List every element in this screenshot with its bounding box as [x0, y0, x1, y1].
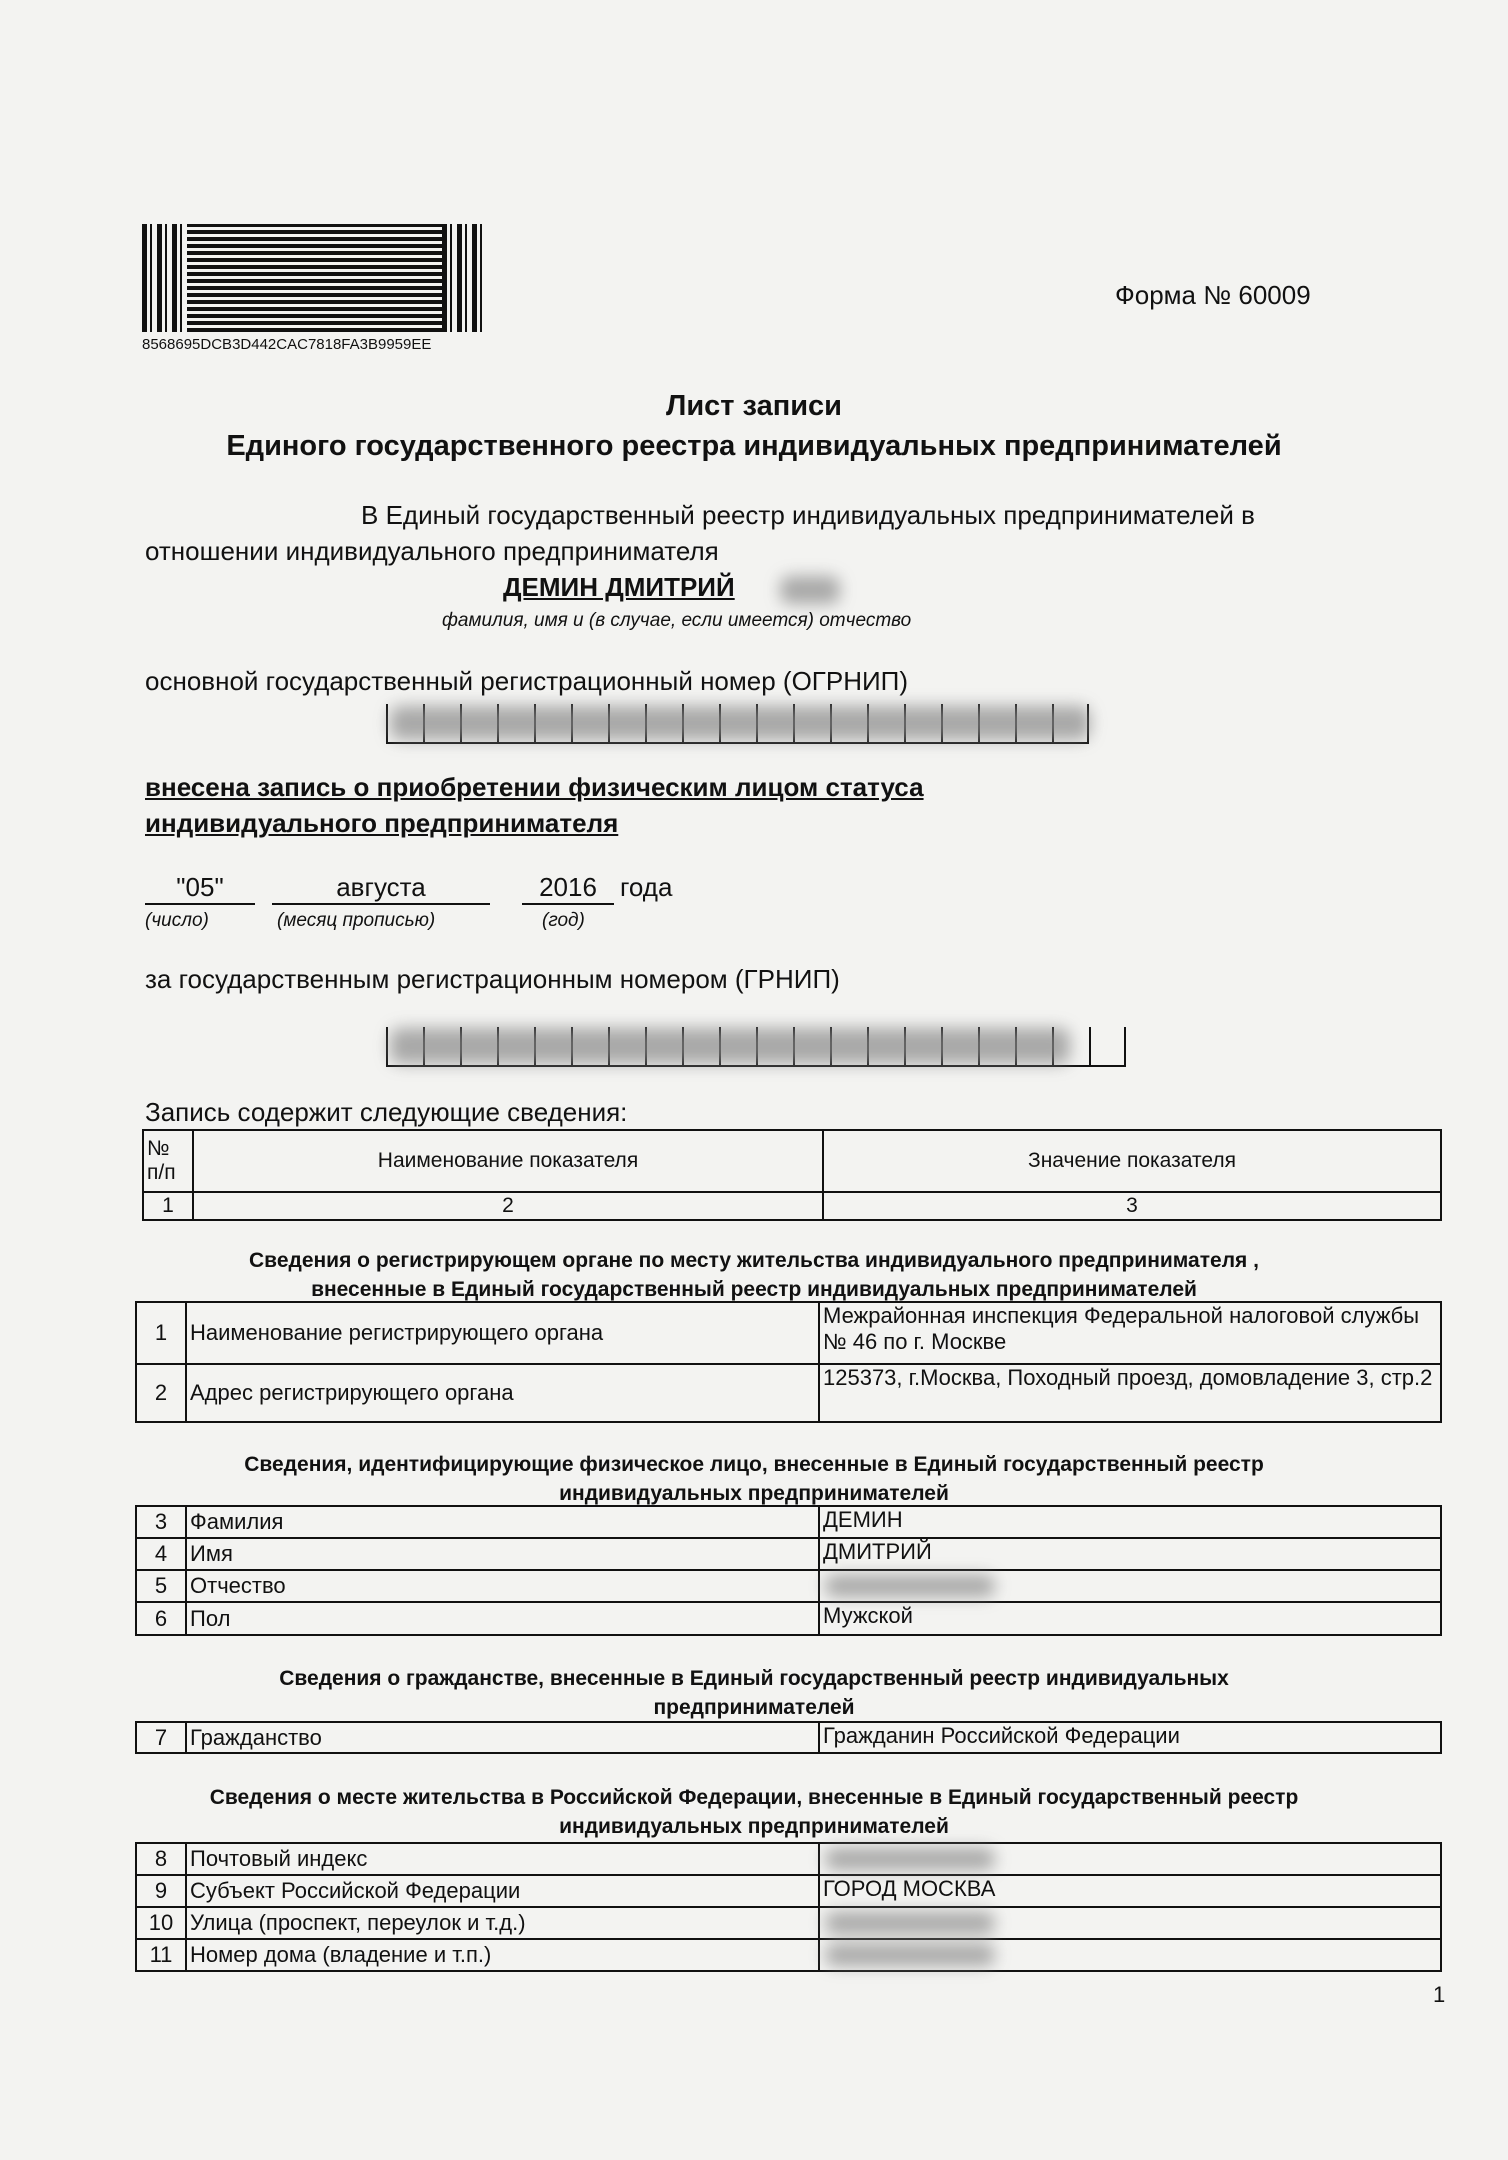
page-subtitle: Единого государственного реестра индивидуальных предпринимателей — [226, 430, 1282, 462]
col-number-header: № п/п — [143, 1130, 193, 1192]
row-number: 11 — [136, 1939, 186, 1971]
row-number: 5 — [136, 1570, 186, 1602]
row-name: Пол — [186, 1602, 819, 1635]
section-heading: Сведения о месте жительства в Российской Федерации, внесенные в Единый государственный реестр индивидуальных предпринимателей — [209, 1786, 1299, 1838]
section-heading: Сведения, идентифицирующие физическое лицо, внесенные в Единый государственный реестр индивидуальных предпринимателей — [244, 1453, 1264, 1505]
row-value-text: 125373, г.Москва, Походный проезд, домовладение 3, стр.2 — [823, 1365, 1433, 1390]
table-row — [136, 1570, 1441, 1602]
date-year: 2016 — [522, 872, 614, 905]
row-value — [819, 1722, 1441, 1753]
ogrnip-label: основной государственный регистрационный номер (ОГРНИП) — [145, 666, 909, 696]
entry-text-1: внесена запись о приобретении физическим лицом статуса — [145, 772, 924, 802]
section-table — [135, 1301, 1442, 1423]
table-row — [136, 1907, 1441, 1939]
table-row — [136, 1602, 1441, 1635]
section-table — [135, 1505, 1442, 1636]
section-table — [135, 1721, 1442, 1754]
row-value — [819, 1538, 1441, 1570]
row-name: Фамилия — [186, 1506, 819, 1538]
col-value-header: Значение показателя — [823, 1130, 1441, 1192]
table-row — [136, 1364, 1441, 1422]
row-value — [819, 1364, 1441, 1422]
row-name: Гражданство — [186, 1722, 819, 1753]
barcode-code: 8568695DCB3D442CAC7818FA3B9959EE — [142, 336, 432, 353]
table-row — [136, 1843, 1441, 1875]
row-value — [819, 1506, 1441, 1538]
row-number: 9 — [136, 1875, 186, 1907]
barcode-image — [142, 224, 487, 332]
row-number: 10 — [136, 1907, 186, 1939]
row-number: 8 — [136, 1843, 186, 1875]
row-name: Субъект Российской Федерации — [186, 1875, 819, 1907]
person-name-caption: фамилия, имя и (в случае, если имеется) отчество — [442, 610, 912, 631]
section-heading: Сведения о гражданстве, внесенные в Единый государственный реестр индивидуальных предпринимателей — [279, 1667, 1229, 1719]
contents-label: Запись содержит следующие сведения: — [145, 1097, 628, 1127]
row-number: 3 — [136, 1506, 186, 1538]
row-number: 2 — [136, 1364, 186, 1422]
intro-line-1: В Единый государственный реестр индивидуальных предпринимателей в — [361, 500, 1255, 530]
year-caption: (год) — [542, 910, 585, 931]
row-number: 6 — [136, 1602, 186, 1635]
row-number: 7 — [136, 1722, 186, 1753]
col-name-header: Наименование показателя — [193, 1130, 823, 1192]
grnip-label: за государственным регистрационным номером (ГРНИП) — [145, 964, 840, 994]
intro-line-2: отношении индивидуального предпринимателя — [145, 536, 719, 566]
row-value — [819, 1939, 1441, 1971]
row-number: 1 — [136, 1302, 186, 1364]
row-name: Отчество — [186, 1570, 819, 1602]
col-index: 3 — [823, 1192, 1441, 1220]
row-name: Номер дома (владение и т.п.) — [186, 1939, 819, 1971]
row-value — [819, 1875, 1441, 1907]
row-value — [819, 1602, 1441, 1635]
day-caption: (число) — [145, 910, 209, 931]
person-name: ДЕМИН ДМИТРИЙ — [503, 572, 735, 602]
row-value-text: ДЕМИН — [823, 1507, 903, 1532]
col-index: 2 — [193, 1192, 823, 1220]
form-number: Форма № 60009 — [1115, 280, 1311, 310]
row-name: Адрес регистрирующего органа — [186, 1364, 819, 1422]
row-name: Улица (проспект, переулок и т.д.) — [186, 1907, 819, 1939]
date-suffix: года — [620, 872, 673, 902]
table-row — [136, 1302, 1441, 1364]
row-value-text: Межрайонная инспекция Федеральной налоговой службы № 46 по г. Москве — [823, 1303, 1420, 1354]
table-row — [136, 1506, 1441, 1538]
page-number: 1 — [1433, 1982, 1446, 2007]
table-row — [136, 1538, 1441, 1570]
row-value — [819, 1570, 1441, 1602]
date-month: августа — [272, 872, 490, 905]
table-row — [136, 1939, 1441, 1971]
row-name: Наименование регистрирующего органа — [186, 1302, 819, 1364]
table-row — [136, 1875, 1441, 1907]
row-name: Почтовый индекс — [186, 1843, 819, 1875]
date-day: "05" — [145, 872, 255, 905]
section-heading: Сведения о регистрирующем органе по месту жительства индивидуального предпринимателя , внесенные в Единый государственный реестр индивидуальных предпринимателей — [249, 1249, 1259, 1301]
table-row — [136, 1722, 1441, 1753]
col-index: 1 — [143, 1192, 193, 1220]
row-name: Имя — [186, 1538, 819, 1570]
row-number: 4 — [136, 1538, 186, 1570]
row-value — [819, 1302, 1441, 1364]
section-table — [135, 1842, 1442, 1972]
month-caption: (месяц прописью) — [277, 910, 436, 931]
entry-text-2: индивидуального предпринимателя — [145, 808, 619, 838]
row-value-text: Мужской — [823, 1603, 913, 1628]
row-value-text: Гражданин Российской Федерации — [823, 1723, 1180, 1748]
header-table — [142, 1129, 1442, 1221]
row-value — [819, 1907, 1441, 1939]
row-value — [819, 1843, 1441, 1875]
row-value-text: ДМИТРИЙ — [823, 1539, 932, 1564]
row-value-text: ГОРОД МОСКВА — [823, 1876, 996, 1901]
page-title: Лист записи — [665, 390, 843, 422]
